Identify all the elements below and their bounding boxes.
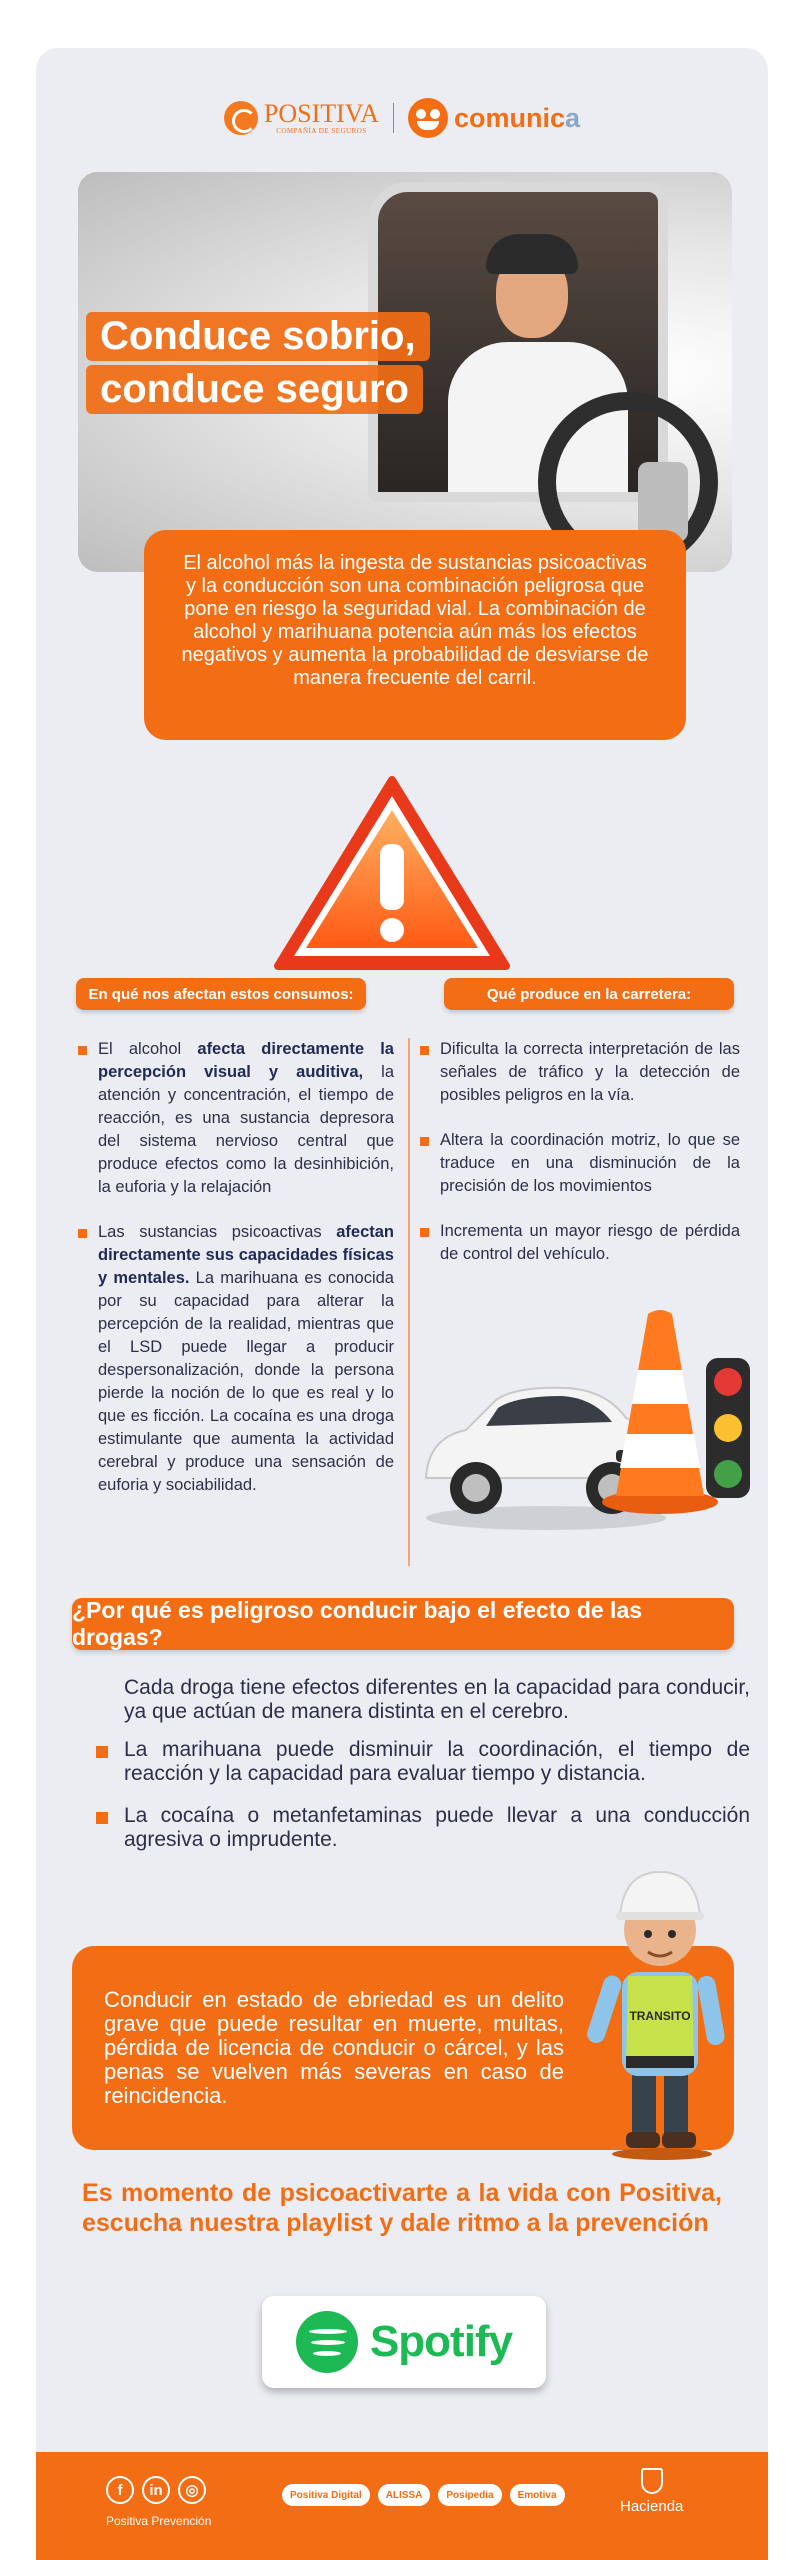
hero-title-line1: Conduce sobrio, [86,312,430,361]
logo-divider [393,103,394,133]
brand-badge[interactable]: Posipedia [438,2484,501,2506]
traffic-light-icon [706,1358,750,1498]
right-column-heading: Qué produce en la carretera: [444,978,734,1010]
warning-triangle-icon [272,774,512,974]
shield-icon [641,2468,663,2494]
traffic-officer-illustration [576,1860,736,2160]
comunica-face-icon [408,98,448,138]
list-item: El alcohol afecta directamente la percepción visual y auditiva, la atención y concentración, el tiempo de reacción, es una sustancia depresora del sistema nervioso central que produce efectos como la desinhibición, la euforia y la relajación [76,1038,394,1199]
hacienda-label: Hacienda [620,2498,684,2515]
positiva-mark-icon [224,101,258,135]
hacienda-logo [620,2468,683,2515]
spotify-icon [296,2311,358,2373]
brand-badge[interactable]: ALISSA [378,2484,431,2506]
list-item: Las sustancias psicoactivas afectan directamente sus capacidades físicas y mentales. La marihuana es conocida por su capacidad para alterar la percepción de la realidad, mientras que el LSD puede llegar a producir despersonalización, donde la persona pierde la noción de lo que es real y lo que es ficción. La cocaína es una droga estimulante que aumenta la actividad cerebral y produce una sensación de euforia y sociabilidad. [76,1221,394,1497]
left-column [76,1038,394,1519]
intro-box: El alcohol más la ingesta de sustancias psicoactivas y la conducción son una combinación peligrosa que pone en riesgo la seguridad vial. La combinación de alcohol y marihuana potencia aún más los efectos negativos y aumenta la probabilidad de desviarse de manera frecuente del carril. [144,530,686,740]
svg-text:TRANSITO: TRANSITO [629,2009,691,2023]
brand-badge[interactable]: Emotiva [510,2484,565,2506]
drugs-intro: Cada droga tiene efectos diferentes en la capacidad para conducir, ya que actúan de manera distinta en el cerebro. [124,1676,750,1723]
drugs-section-heading: ¿Por qué es peligroso conducir bajo el efecto de las drogas? [72,1598,734,1650]
playlist-call-to-action: Es momento de psicoactivarte a la vida con Positiva, escucha nuestra playlist y dale ritmo a la prevención [82,2179,722,2237]
list-item: Altera la coordinación motriz, lo que se traduce en una disminución de la precisión de los movimientos [418,1129,740,1198]
list-item: Dificulta la correcta interpretación de las señales de tráfico y la detección de posibles peligros en la vía. [418,1038,740,1107]
list-item: La cocaína o metanfetaminas puede llevar a una conducción agresiva o imprudente. [104,1804,750,1852]
hero-title [86,312,430,418]
instagram-icon[interactable]: ◎ [178,2476,206,2504]
traffic-cone-icon [600,1306,720,1516]
hero-image [78,172,732,572]
spotify-button[interactable] [262,2296,546,2388]
header-logos [36,94,768,142]
positiva-logo [224,101,379,135]
drugs-section [104,1676,750,1870]
list-item: Incrementa un mayor riesgo de pérdida de control del vehículo. [418,1220,740,1266]
positiva-logo-name: POSITIVA [263,99,380,128]
linkedin-icon[interactable]: in [142,2476,170,2504]
right-column [418,1038,740,1288]
penalty-warning-box: Conducir en estado de ebriedad es un delito grave que puede resultar en muerte, multas, pérdida de licencia de conducir o cárcel, y las penas se vuelven más severas en caso de reincidencia. [72,1946,734,2150]
footer-brands [282,2484,565,2506]
list-item: La marihuana puede disminuir la coordinación, el tiempo de reacción y la capacidad para evaluar tiempo y distancia. [104,1738,750,1786]
comunica-logo-text: comunica [454,102,581,133]
social-links [106,2476,206,2504]
spotify-label: Spotify [369,2317,513,2366]
footer [36,2452,768,2560]
facebook-icon[interactable]: f [106,2476,134,2504]
footer-label: Positiva Prevención [106,2514,212,2528]
comunica-logo [408,98,580,138]
brand-badge[interactable]: Positiva Digital [282,2484,370,2506]
positiva-logo-sub: COMPAÑÍA DE SEGUROS [276,127,367,135]
hero-title-line2: conduce seguro [86,365,423,414]
left-column-heading: En qué nos afectan estos consumos: [76,978,366,1010]
column-divider [408,1038,410,1566]
infographic-card [36,48,768,2560]
